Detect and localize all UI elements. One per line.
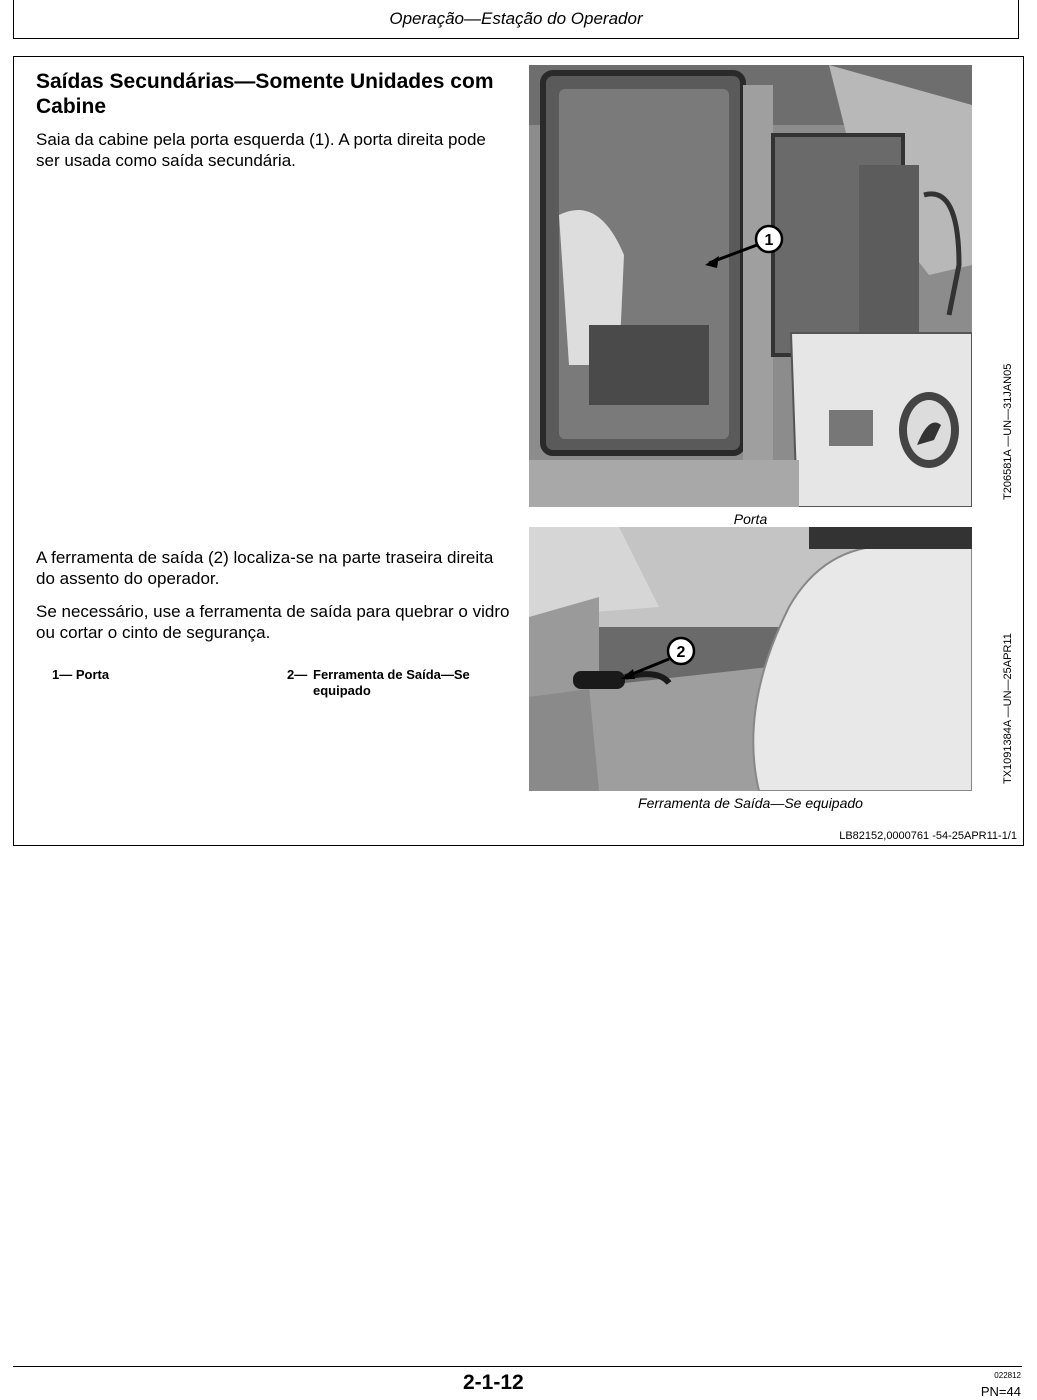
paragraph-exit-door: Saia da cabine pela porta esquerda (1). A porta direita pode ser usada como saída secundária. (36, 130, 486, 170)
figure-caption-door: Porta (733, 511, 768, 527)
callout-2: 2 (676, 644, 686, 661)
footer-divider (13, 1366, 1022, 1367)
legend-number: 1— (52, 667, 73, 682)
legend-label: Porta (75, 667, 110, 682)
legend-item-exit-tool (287, 667, 528, 699)
figure-id-door: T206581A —UN—31JAN05 (1002, 363, 1014, 500)
paragraph-exit-tool-usage: Se necessário, use a ferramenta de saída para quebrar o vidro ou cortar o cinto de segurança. (36, 602, 510, 642)
cab-door-photo (529, 65, 972, 507)
page-header (13, 0, 1019, 39)
legend-label: Ferramenta de Saída—Se equipado (313, 667, 470, 698)
header-title: Operação—Estação do Operador (389, 9, 643, 28)
document-date-code: 022812 (994, 1371, 1021, 1380)
page-number: 2-1-12 (463, 1371, 524, 1394)
legend-item-door (52, 667, 109, 683)
content-section (13, 56, 1024, 846)
paragraph-exit-tool-location: A ferramenta de saída (2) localiza-se na parte traseira direita do assento do operador. (36, 548, 494, 588)
callout-1: 1 (764, 232, 774, 249)
section-title: Saídas Secundárias—Somente Unidades com Cabine (36, 70, 494, 118)
pn-label: PN=44 (980, 1384, 1021, 1399)
figure-id-exit-tool: TX1091384A —UN—25APR11 (1002, 633, 1014, 784)
legend-number: 2— (287, 667, 308, 682)
figure-caption-exit-tool: Ferramenta de Saída—Se equipado (638, 795, 863, 811)
reference-code: LB82152,0000761 -54-25APR11-1/1 (839, 830, 1017, 842)
exit-tool-photo (529, 527, 972, 791)
